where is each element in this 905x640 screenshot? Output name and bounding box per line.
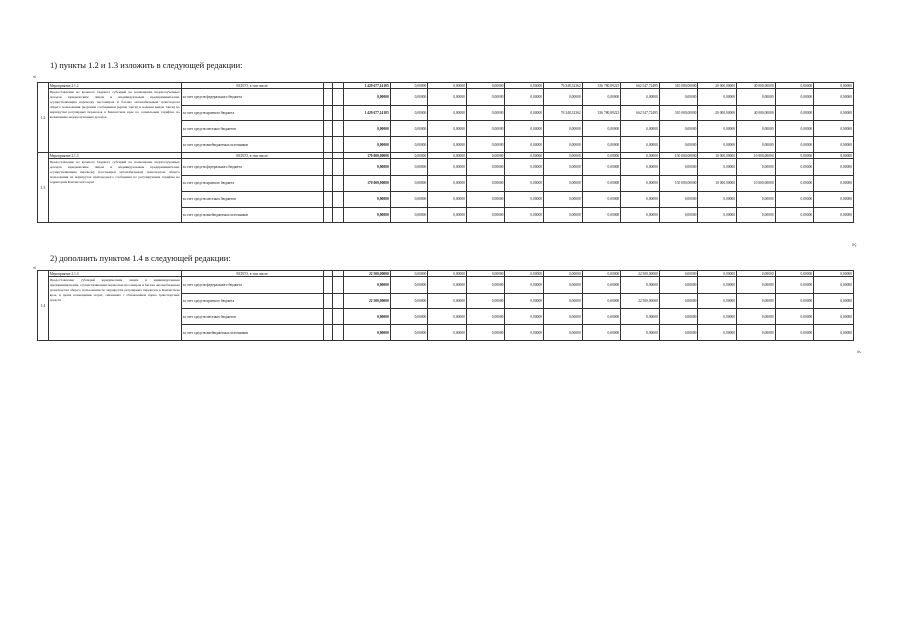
amount-cell: 0,00000 [343, 89, 390, 105]
total-label: ВСЕГО, в том числе: [181, 153, 324, 159]
blank-cell [332, 277, 343, 293]
amount-cell: 0,00000 [814, 309, 854, 325]
amount-cell: 0,00000 [737, 325, 776, 341]
amount-cell: 0,00000 [390, 191, 428, 207]
amount-cell: 22 500,00000 [343, 293, 390, 309]
amount-cell: 0,00000 [505, 191, 544, 207]
amount-cell: 0,00000 [582, 137, 621, 153]
amount-cell: 0,00000 [659, 207, 698, 223]
total-value-cell: 0,00000 [814, 271, 854, 277]
amount-cell: 0,00000 [544, 277, 583, 293]
funding-source-label: за счет средств внебюджетных источников [181, 207, 324, 223]
total-value-cell: 0,00000 [737, 271, 776, 277]
amount-cell: 0,00000 [428, 137, 467, 153]
amount-cell: 0,00000 [582, 89, 621, 105]
amount-cell: 0,00000 [428, 89, 467, 105]
amount-cell: 0,00000 [390, 105, 428, 121]
amount-cell: 0,00000 [390, 175, 428, 191]
blank-cell [324, 309, 333, 325]
total-value-cell: 0,00000 [466, 271, 505, 277]
amount-cell: 0,00000 [390, 325, 428, 341]
amount-cell: 0,00000 [505, 175, 544, 191]
amount-cell: 0,00000 [659, 309, 698, 325]
blank-cell [324, 207, 333, 223]
total-value-cell: 0,00000 [466, 153, 505, 159]
amount-cell: 0,00000 [343, 207, 390, 223]
amount-cell: 0,00000 [775, 325, 814, 341]
amount-cell: 0,00000 [505, 137, 544, 153]
blank-cell [332, 325, 343, 341]
amount-cell: 0,00000 [659, 277, 698, 293]
amount-cell: 0,00000 [505, 159, 544, 175]
total-value-cell: 76 348,32362 [544, 83, 583, 89]
total-value-cell: 0,00000 [428, 83, 467, 89]
amount-cell: 0,00000 [544, 293, 583, 309]
amount-cell: 0,00000 [621, 191, 660, 207]
amount-cell: 0,00000 [544, 207, 583, 223]
amount-cell: 0,00000 [737, 191, 776, 207]
total-value-cell: 0,00000 [390, 83, 428, 89]
amount-cell: 0,00000 [737, 207, 776, 223]
amount-cell: 0,00000 [390, 159, 428, 175]
funding-source-label: за счет средств местных бюджетов [181, 191, 324, 207]
amount-cell: 0,00000 [466, 293, 505, 309]
amount-cell: 0,00000 [582, 159, 621, 175]
amount-cell: 0,00000 [775, 137, 814, 153]
amendment-table-2 [37, 270, 854, 341]
amount-cell: 0,00000 [428, 309, 467, 325]
blank-cell [324, 105, 333, 121]
blank-cell [332, 159, 343, 175]
funding-source-label: за счет средств краевого бюджета [181, 175, 324, 191]
total-value-cell: 0,00000 [428, 153, 467, 159]
funding-source-label: за счет средств краевого бюджета [181, 293, 324, 309]
amount-cell: 0,00000 [775, 207, 814, 223]
amount-cell: 0,00000 [428, 293, 467, 309]
total-value-cell: 0,00000 [659, 271, 698, 277]
blank-cell [324, 277, 333, 293]
amount-cell: 1 429 677,14105 [343, 105, 390, 121]
amendment-table-1 [37, 82, 854, 223]
amount-cell: 0,00000 [737, 293, 776, 309]
amount-cell: 0,00000 [698, 207, 737, 223]
amount-cell: 0,00000 [343, 325, 390, 341]
blank-cell [324, 191, 333, 207]
amount-cell: 0,00000 [582, 207, 621, 223]
amount-cell: 0,00000 [698, 325, 737, 341]
amount-cell: 0,00000 [737, 121, 776, 137]
amount-cell: 0,00000 [814, 159, 854, 175]
funding-source-label: за счет средств местных бюджетов [181, 309, 324, 325]
amount-cell: 0,00000 [466, 277, 505, 293]
total-value-cell: 0,00000 [775, 271, 814, 277]
measure-label: Мероприятие 2.1.3 [48, 153, 181, 159]
amount-cell: 0,00000 [544, 309, 583, 325]
amount-cell: 0,00000 [544, 137, 583, 153]
total-value-cell: 0,00000 [582, 153, 621, 159]
amount-cell: 0,00000 [775, 89, 814, 105]
measure-label: Мероприятие 2.1.4 [48, 271, 181, 277]
total-value-cell: 10 000,00000 [737, 153, 776, 159]
total-value-cell: 20 000,00000 [698, 83, 737, 89]
amount-cell: 0,00000 [505, 105, 544, 121]
amount-cell: 20 000,00000 [698, 105, 737, 121]
amount-cell: 0,00000 [582, 309, 621, 325]
amount-cell: 310 000,00000 [659, 105, 698, 121]
amount-cell: 10 000,00000 [698, 175, 737, 191]
amount-cell: 0,00000 [698, 137, 737, 153]
amount-cell: 0,00000 [428, 191, 467, 207]
amount-cell: 0,00000 [466, 309, 505, 325]
amount-cell: 0,00000 [343, 159, 390, 175]
heading-item-1-4: 2) дополнить пунктом 1.4 в следующей редакции: [50, 253, 231, 263]
amount-cell: 0,00000 [698, 159, 737, 175]
blank-cell [332, 121, 343, 137]
total-value-cell: 22 500,00000 [621, 271, 660, 277]
blank-cell [332, 309, 343, 325]
total-value-cell: 22 500,00000 [343, 271, 390, 277]
amount-cell: 0,00000 [814, 207, 854, 223]
total-value-cell: 0,00000 [775, 83, 814, 89]
amount-cell: 0,00000 [505, 207, 544, 223]
total-value-cell: 0,00000 [814, 153, 854, 159]
amount-cell: 0,00000 [466, 121, 505, 137]
amount-cell: 0,00000 [466, 207, 505, 223]
amount-cell: 0,00000 [505, 293, 544, 309]
total-value-cell: 310 000,00000 [659, 83, 698, 89]
amount-cell: 0,00000 [659, 325, 698, 341]
amount-cell: 0,00000 [582, 121, 621, 137]
amount-cell: 0,00000 [814, 325, 854, 341]
amount-cell: 0,00000 [466, 159, 505, 175]
amount-cell: 0,00000 [544, 159, 583, 175]
measure-description: Предоставление из краевого бюджета субсидий на возмещение недополученных доходов юридическим лицам и индивидуальным предпринимателям, осуществляющим перевозку пассажиров и багажа автомобильным транспортом общего пользования (морским сообщением (кроме такси) и водным видом такси) по маршрутам регулярных перевозок в Камчатском крае по социальным тарифам, на возмещение недополученных доходов [48, 89, 181, 153]
amount-cell: 0,00000 [698, 121, 737, 137]
amount-cell: 0,00000 [814, 137, 854, 153]
amount-cell: 0,00000 [737, 309, 776, 325]
amount-cell: 0,00000 [775, 293, 814, 309]
amount-cell: 0,00000 [698, 89, 737, 105]
amount-cell: 0,00000 [428, 277, 467, 293]
heading-items-1-2-1-3: 1) пункты 1.2 и 1.3 изложить в следующей редакции: [50, 60, 243, 70]
total-value-cell: 0,00000 [582, 271, 621, 277]
amount-cell: 0,00000 [775, 121, 814, 137]
total-value-cell: 40 000,00000 [737, 83, 776, 89]
amount-cell: 0,00000 [814, 277, 854, 293]
funding-source-row [38, 89, 854, 105]
item-number: 1.2 [38, 83, 49, 153]
total-value-cell: 0,00000 [428, 271, 467, 277]
amount-cell: 0,00000 [428, 121, 467, 137]
amount-cell: 0,00000 [621, 325, 660, 341]
amount-cell: 662 547,72495 [621, 105, 660, 121]
amount-cell: 0,00000 [659, 293, 698, 309]
amount-cell: 0,00000 [621, 121, 660, 137]
amount-cell: 0,00000 [621, 309, 660, 325]
amount-cell: 0,00000 [582, 277, 621, 293]
blank-cell [332, 89, 343, 105]
amount-cell: 0,00000 [390, 309, 428, 325]
amount-cell: 0,00000 [698, 191, 737, 207]
total-value-cell: 1 429 677,14105 [343, 83, 390, 89]
amount-cell: 0,00000 [390, 137, 428, 153]
amount-cell: 10 000,00000 [737, 175, 776, 191]
amount-cell: 0,00000 [814, 121, 854, 137]
blank-cell [332, 191, 343, 207]
total-value-cell: 170 000,00000 [343, 153, 390, 159]
amount-cell: 170 000,00000 [343, 175, 390, 191]
amount-cell: 0,00000 [659, 191, 698, 207]
amount-cell: 0,00000 [659, 89, 698, 105]
funding-source-label: за счет средств внебюджетных источников [181, 137, 324, 153]
item-number: 1.3 [38, 153, 49, 223]
amount-cell: 0,00000 [582, 175, 621, 191]
blank-cell [332, 207, 343, 223]
amount-cell: 0,00000 [466, 325, 505, 341]
amount-cell: 0,00000 [466, 191, 505, 207]
measure-description: Предоставление субсидий юридическим лицам и индивидуальным предпринимателям, осуществляющим перевозки пассажиров и багажа автомобильным транспортом общего пользования по маршрутам регулярных перевозок в Камчатском крае, в целях возмещения затрат, связанных с обновлением парка транспортных средств [48, 277, 181, 341]
amount-cell: 0,00000 [621, 277, 660, 293]
total-value-cell: 0,00000 [390, 271, 428, 277]
total-value-cell: 662 547,72495 [621, 83, 660, 89]
amount-cell: 0,00000 [775, 277, 814, 293]
quote-close-1: »; [852, 242, 857, 248]
item-number: 1.4 [38, 271, 49, 341]
amount-cell: 0,00000 [428, 175, 467, 191]
amount-cell: 0,00000 [343, 309, 390, 325]
amount-cell: 0,00000 [343, 137, 390, 153]
amount-cell: 0,00000 [343, 277, 390, 293]
total-value-cell: 0,00000 [390, 153, 428, 159]
amount-cell: 0,00000 [582, 325, 621, 341]
total-value-cell: 0,00000 [544, 271, 583, 277]
amount-cell: 0,00000 [544, 175, 583, 191]
quote-close-2: ». [857, 349, 862, 355]
blank-cell [324, 159, 333, 175]
amount-cell: 0,00000 [428, 325, 467, 341]
total-value-cell: 0,00000 [775, 153, 814, 159]
amount-cell: 0,00000 [343, 191, 390, 207]
total-value-cell: 0,00000 [814, 83, 854, 89]
amount-cell: 0,00000 [428, 159, 467, 175]
amount-cell: 0,00000 [698, 293, 737, 309]
amount-cell: 0,00000 [775, 309, 814, 325]
amount-cell: 0,00000 [698, 277, 737, 293]
amount-cell: 0,00000 [737, 137, 776, 153]
blank-cell [332, 175, 343, 191]
amount-cell: 0,00000 [505, 309, 544, 325]
amount-cell: 0,00000 [775, 159, 814, 175]
blank-cell [324, 121, 333, 137]
blank-cell [324, 175, 333, 191]
amount-cell: 0,00000 [621, 207, 660, 223]
total-label: ВСЕГО, в том числе: [181, 83, 324, 89]
amount-cell: 0,00000 [659, 121, 698, 137]
amount-cell: 0,00000 [775, 191, 814, 207]
blank-cell [324, 293, 333, 309]
total-value-cell: 0,00000 [505, 271, 544, 277]
amount-cell: 0,00000 [343, 121, 390, 137]
amount-cell: 0,00000 [737, 89, 776, 105]
amount-cell: 0,00000 [659, 137, 698, 153]
amount-cell: 150 000,00000 [659, 175, 698, 191]
total-value-cell: 0,00000 [505, 153, 544, 159]
total-value-cell: 0,00000 [505, 83, 544, 89]
blank-cell [324, 89, 333, 105]
amount-cell: 0,00000 [466, 137, 505, 153]
amount-cell: 0,00000 [390, 89, 428, 105]
amount-cell: 0,00000 [505, 277, 544, 293]
amount-cell: 0,00000 [544, 89, 583, 105]
amount-cell: 0,00000 [621, 159, 660, 175]
quote-open-1: « [33, 74, 36, 80]
amount-cell: 0,00000 [390, 277, 428, 293]
total-value-cell: 0,00000 [466, 83, 505, 89]
amount-cell: 0,00000 [814, 191, 854, 207]
amount-cell: 0,00000 [428, 105, 467, 121]
measure-label: Мероприятие 2.1.2 [48, 83, 181, 89]
funding-source-label: за счет средств федерального бюджета [181, 159, 324, 175]
amount-cell: 0,00000 [814, 105, 854, 121]
amount-cell: 0,00000 [814, 175, 854, 191]
amount-cell: 76 348,32362 [544, 105, 583, 121]
measure-description: Предоставление из краевого бюджета субсидий на возмещение недополученных доходов юридическим лицам и индивидуальным предпринимателям, осуществляющим перевозку пассажиров автомобильным транспортом общего пользования на маршрутах пригородного сообщения по регулируемым тарифам на территории Камчатского края [48, 159, 181, 223]
amount-cell: 0,00000 [390, 207, 428, 223]
funding-source-label: за счет средств внебюджетных источников [181, 325, 324, 341]
funding-source-label: за счет средств краевого бюджета [181, 105, 324, 121]
amount-cell: 0,00000 [621, 89, 660, 105]
amount-cell: 0,00000 [737, 159, 776, 175]
amount-cell: 0,00000 [466, 175, 505, 191]
total-value-cell: 0,00000 [544, 153, 583, 159]
amount-cell: 0,00000 [544, 325, 583, 341]
total-value-cell: 10 000,00000 [698, 153, 737, 159]
amount-cell: 40 000,00000 [737, 105, 776, 121]
amount-cell: 0,00000 [544, 191, 583, 207]
total-value-cell: 150 000,00000 [659, 153, 698, 159]
amount-cell: 0,00000 [428, 207, 467, 223]
blank-cell [332, 105, 343, 121]
funding-source-label: за счет средств федерального бюджета [181, 277, 324, 293]
total-value-cell: 0,00000 [621, 153, 660, 159]
total-value-cell: 336 780,89225 [582, 83, 621, 89]
amount-cell: 0,00000 [505, 89, 544, 105]
amount-cell: 0,00000 [698, 309, 737, 325]
amount-cell: 0,00000 [390, 293, 428, 309]
blank-cell [332, 137, 343, 153]
blank-cell [332, 293, 343, 309]
funding-source-row [38, 277, 854, 293]
amount-cell: 0,00000 [659, 159, 698, 175]
blank-cell [324, 137, 333, 153]
amount-cell: 0,00000 [505, 325, 544, 341]
amount-cell: 0,00000 [775, 175, 814, 191]
amount-cell: 0,00000 [466, 89, 505, 105]
amount-cell: 0,00000 [466, 105, 505, 121]
amount-cell: 0,00000 [775, 105, 814, 121]
amount-cell: 0,00000 [390, 121, 428, 137]
amount-cell: 0,00000 [505, 121, 544, 137]
amount-cell: 0,00000 [621, 175, 660, 191]
amount-cell: 22 500,00000 [621, 293, 660, 309]
quote-open-2: « [33, 265, 36, 271]
amount-cell: 0,00000 [582, 191, 621, 207]
funding-source-label: за счет средств федерального бюджета [181, 89, 324, 105]
amount-cell: 0,00000 [582, 293, 621, 309]
amount-cell: 0,00000 [621, 137, 660, 153]
amount-cell: 336 780,89225 [582, 105, 621, 121]
funding-source-row [38, 159, 854, 175]
amount-cell: 0,00000 [737, 277, 776, 293]
total-value-cell: 0,00000 [698, 271, 737, 277]
blank-cell [324, 325, 333, 341]
total-label: ВСЕГО, в том числе: [181, 271, 324, 277]
amount-cell: 0,00000 [814, 293, 854, 309]
funding-source-label: за счет средств местных бюджетов [181, 121, 324, 137]
amount-cell: 0,00000 [544, 121, 583, 137]
amount-cell: 0,00000 [814, 89, 854, 105]
